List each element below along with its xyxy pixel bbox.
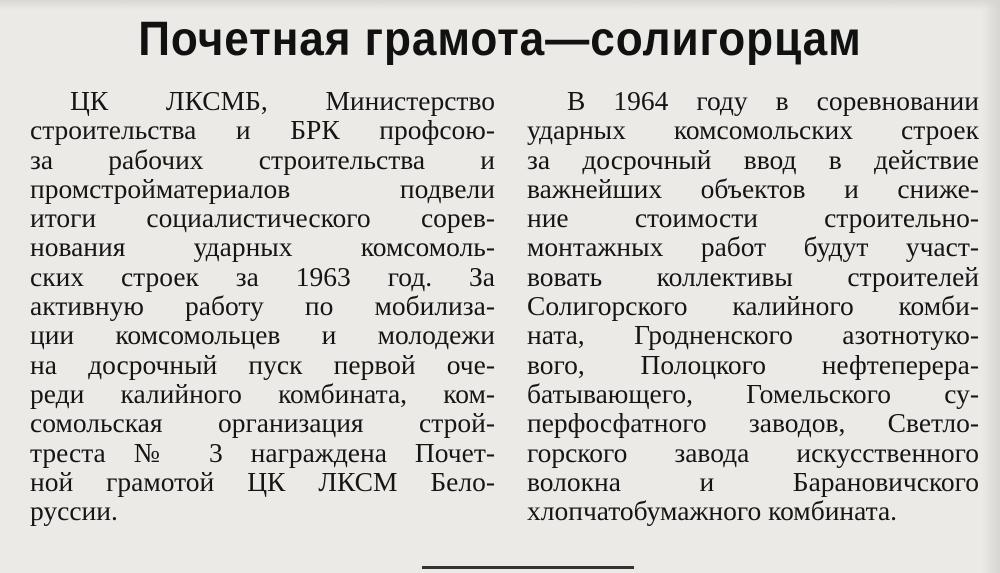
text-line: ЦК ЛКСМБ, Министерство [70,85,495,116]
text-line: руссии. [30,495,118,527]
text-line: хлопчатобумажного комбината. [527,495,898,527]
right-column [527,86,979,525]
text-line: горского завода искусственного [527,436,979,468]
text-line: ударных комсомольских строек [527,114,979,146]
text-line: нования ударных комсомоль- [30,231,495,263]
text-line: за рабочих строительства и [30,143,495,175]
article-headline: Почетная грамота—солигорцам [138,13,862,66]
text-line: реди калийного комбината, ком- [30,377,495,409]
text-line: ната, Гродненского азотнотуко- [527,319,979,351]
text-line: батывающего, Гомельского су- [527,377,979,409]
text-line: ние стоимости строительно- [527,202,979,234]
text-line: за досрочный ввод в действие [527,143,979,175]
left-column [30,86,495,525]
text-line: итоги социалистического сорев- [30,202,495,234]
text-line: промстройматериалов подвели [30,172,495,204]
text-line: строительства и БРК профсою- [30,114,495,146]
text-line: ной грамотой ЦК ЛКСМ Бело- [30,465,495,497]
bottom-rule-divider [422,566,634,569]
text-line: Солигорского калийного комби- [527,290,979,322]
page-right-edge [982,0,1000,573]
text-line: монтажных работ будут участ- [527,231,979,263]
text-line: перфосфатного заводов, Светло- [527,407,979,439]
text-line: В 1964 году в соревновании [567,85,979,116]
text-line: ских строек за 1963 год. За [30,260,495,292]
text-line: волокна и Барановичского [527,465,979,497]
text-line: активную работу по мобилиза- [30,290,495,322]
page-top-edge [0,0,1000,10]
text-line: на досрочный пуск первой оче- [30,348,495,380]
text-line: важнейших объектов и сниже- [527,172,979,204]
text-line: вовать коллективы строителей [527,260,979,292]
text-line: треста № 3 награждена Почет- [30,436,495,468]
text-line: вого, Полоцкого нефтеперера- [527,348,979,380]
text-line: сомольская организация строй- [30,407,495,439]
text-line: ции комсомольцев и молодежи [30,319,495,351]
